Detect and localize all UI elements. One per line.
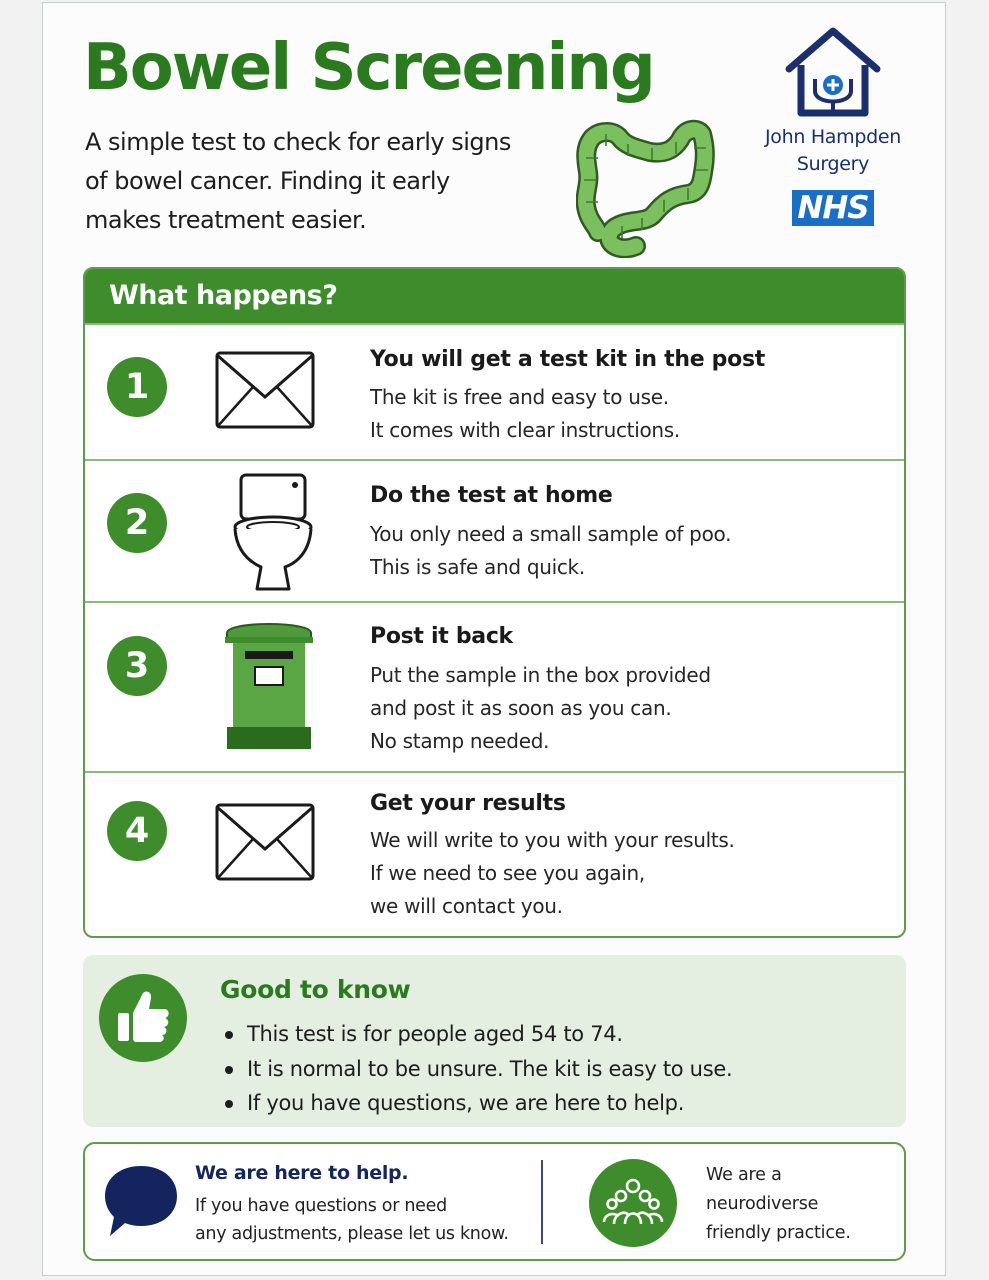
footer-panel [83, 1142, 906, 1261]
good-to-know-title: Good to know [220, 975, 411, 1004]
intro-line: A simple test to check for early signs [85, 128, 511, 156]
nhs-logo: NHS [792, 190, 873, 226]
step-line: This is safe and quick. [370, 555, 585, 579]
postbox-icon [223, 615, 315, 751]
step-title: Do the test at home [370, 483, 613, 508]
surgery-name-line: Surgery [796, 153, 870, 175]
step-text [370, 824, 735, 923]
neuro-line: friendly practice. [706, 1223, 851, 1243]
help-text [195, 1192, 509, 1248]
surgery-name [758, 124, 908, 178]
page-title: Bowel Screening [83, 31, 654, 105]
step-title: Get your results [370, 791, 566, 816]
envelope-icon [215, 351, 315, 429]
step-line: and post it as soon as you can. [370, 696, 672, 720]
help-line: any adjustments, please let us know. [195, 1224, 509, 1244]
poster [42, 2, 946, 1276]
step-line: You only need a small sample of poo. [370, 522, 732, 546]
neuro-line: neurodiverse [706, 1194, 819, 1214]
step-row [85, 601, 904, 771]
step-line: No stamp needed. [370, 729, 550, 753]
intro-text [85, 123, 545, 240]
thumbs-up-icon [98, 973, 188, 1063]
steps-panel [83, 267, 906, 938]
step-number: 2 [107, 493, 167, 553]
step-row [85, 771, 904, 938]
step-title: Post it back [370, 624, 513, 649]
intro-line: of bowel cancer. Finding it early [85, 167, 450, 195]
step-text [370, 518, 731, 584]
step-line: The kit is free and easy to use. [370, 385, 669, 409]
bowel-icon [576, 118, 726, 258]
step-text [370, 659, 711, 758]
list-item: If you have questions, we are here to help. [225, 1086, 732, 1121]
people-group-icon [588, 1158, 678, 1248]
good-to-know-list [225, 1017, 732, 1121]
step-number: 1 [107, 357, 167, 417]
help-line: If you have questions or need [195, 1196, 447, 1216]
divider [541, 1160, 543, 1244]
step-line: we will contact you. [370, 894, 563, 918]
step-line: It comes with clear instructions. [370, 418, 680, 442]
list-item: It is normal to be unsure. The kit is easy to use. [225, 1052, 732, 1087]
neurodiverse-text [706, 1161, 851, 1248]
step-number: 3 [107, 636, 167, 696]
step-text [370, 381, 680, 447]
toilet-icon [233, 473, 313, 593]
step-title: You will get a test kit in the post [370, 347, 765, 372]
house-medical-icon [781, 25, 885, 120]
step-line: We will write to you with your results. [370, 828, 735, 852]
good-to-know-panel [83, 955, 906, 1127]
intro-line: makes treatment easier. [85, 206, 367, 234]
envelope-icon [215, 803, 315, 881]
step-row [85, 459, 904, 601]
step-number: 4 [107, 801, 167, 861]
surgery-logo [758, 25, 908, 240]
step-line: Put the sample in the box provided [370, 663, 711, 687]
steps-heading: What happens? [85, 269, 904, 323]
step-line: If we need to see you again, [370, 861, 645, 885]
step-row [85, 323, 904, 459]
help-title: We are here to help. [195, 1162, 409, 1184]
surgery-name-line: John Hampden [764, 126, 902, 148]
list-item: This test is for people aged 54 to 74. [225, 1017, 732, 1052]
speech-bubble-icon [102, 1162, 180, 1240]
neuro-line: We are a [706, 1165, 782, 1185]
